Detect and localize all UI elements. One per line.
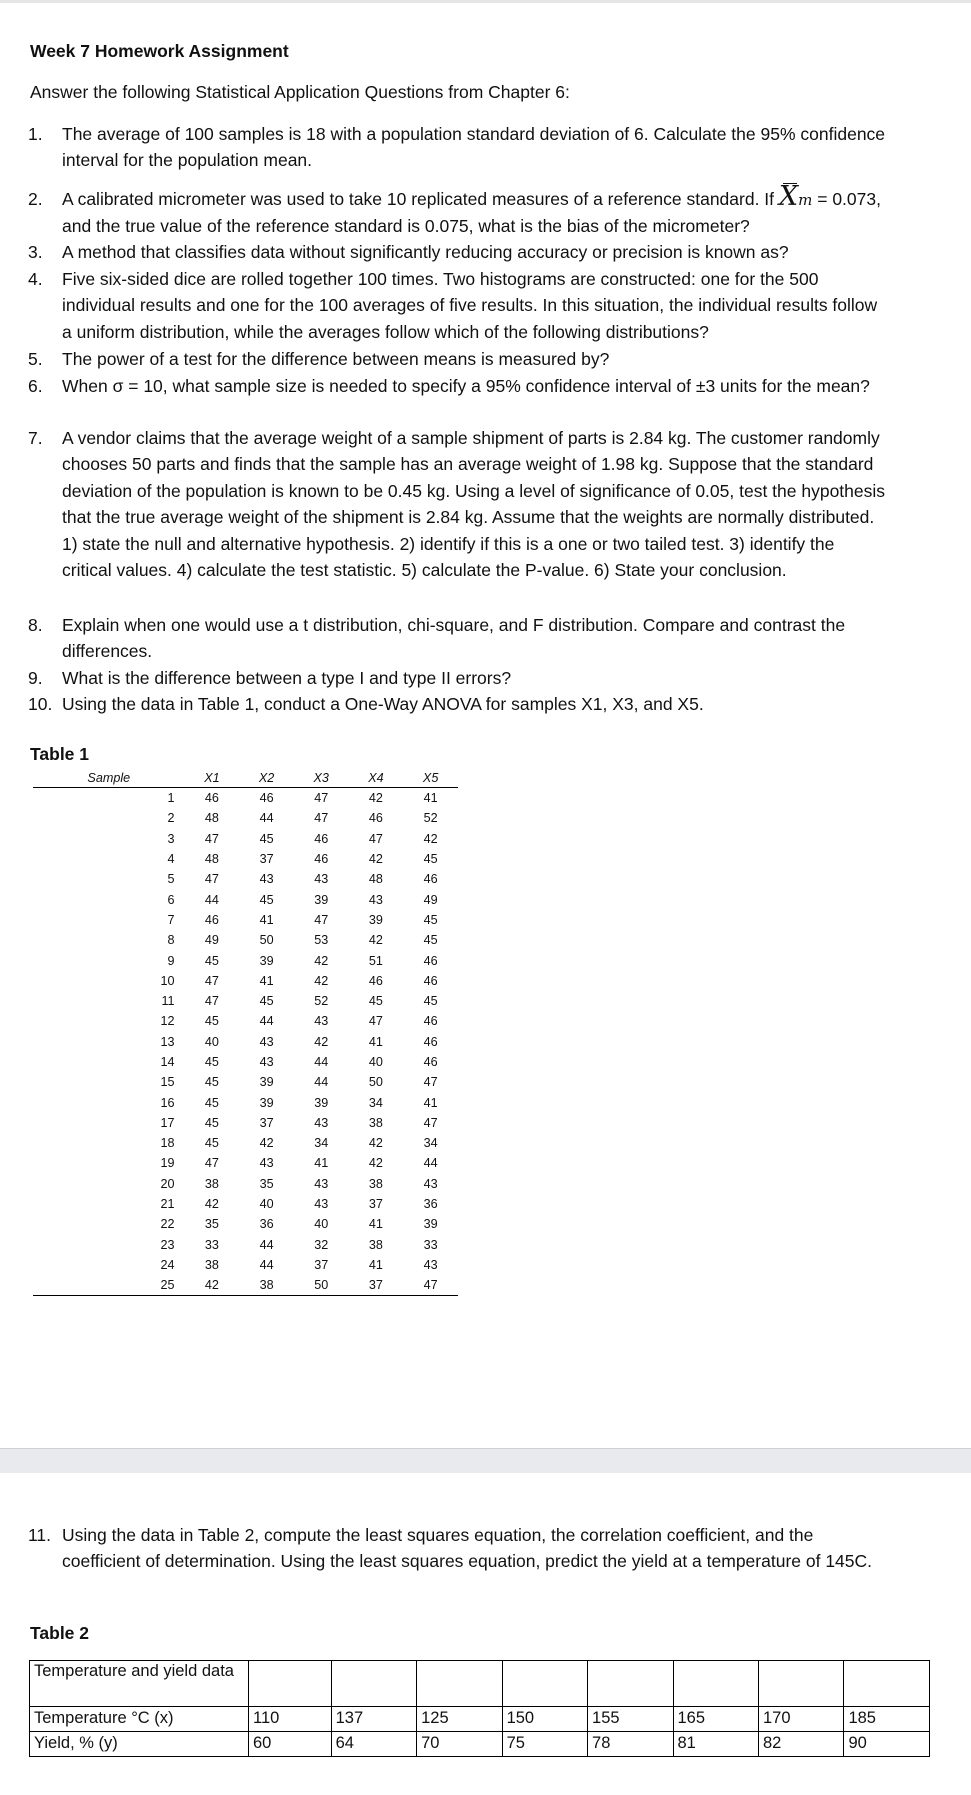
table-cell: 34 <box>314 1136 329 1151</box>
table-cell: 47 <box>423 1075 438 1090</box>
table-cell: 45 <box>423 933 438 948</box>
table-cell: 46 <box>368 973 383 988</box>
question-number: 4. <box>28 269 43 289</box>
table-row <box>33 1275 458 1296</box>
table-row <box>33 829 458 849</box>
table-row <box>33 971 458 991</box>
table-cell: 42 <box>368 852 383 867</box>
yield-cell: 90 <box>844 1732 930 1757</box>
table-cell: 33 <box>423 1237 438 1252</box>
table-cell: 45 <box>368 994 383 1009</box>
temperature-cell: 110 <box>249 1707 332 1732</box>
question-text: A vendor claims that the average weight of a sample shipment of parts is 2.84 kg. The customer randomly chooses 50 parts and finds that the sample has an average weight of 1.98 kg. Suppose that the standard deviation of the population is known to be 0.45 kg. Using a level of significance of 0.05, test the hypothesis that the true average weight of the shipment is 2.84 kg. Assume that the weights are normally distributed. 1) state the null and alternative hypothesis. 2) identify if this is a one or two tailed test. 3) identify the critical values. 4) calculate the test statistic. 5) calculate the P-value. 6) State your conclusion. <box>62 428 886 581</box>
table-cell: 45 <box>259 892 274 907</box>
question-number: 7. <box>28 428 43 448</box>
table-cell: 46 <box>204 912 219 927</box>
temperature-cell: 185 <box>844 1707 930 1732</box>
table-cell: 43 <box>314 1197 329 1212</box>
question-text: What is the difference between a type I and type II errors? <box>62 668 512 688</box>
table-cell: 39 <box>259 953 274 968</box>
table-row <box>33 788 458 809</box>
empty-cell <box>502 1661 587 1707</box>
table-cell: 50 <box>294 1275 349 1296</box>
table-row <box>33 1174 458 1194</box>
yield-cell: 64 <box>331 1732 416 1757</box>
table-cell: 20 <box>160 1176 175 1191</box>
question-11 <box>28 1522 888 1575</box>
table-cell: 44 <box>259 1257 274 1272</box>
question-number: 11. <box>28 1525 52 1545</box>
table-cell: 38 <box>368 1176 383 1191</box>
table-cell: 8 <box>167 933 175 948</box>
table-row <box>33 869 458 889</box>
table-cell: 47 <box>204 872 219 887</box>
empty-cell <box>588 1661 673 1707</box>
table-cell: 48 <box>368 872 383 887</box>
table-cell: 43 <box>259 872 274 887</box>
table-cell: 2 <box>167 811 175 826</box>
table-cell: 44 <box>314 1075 329 1090</box>
table-cell: 51 <box>368 953 383 968</box>
table-row <box>33 1133 458 1153</box>
question-9 <box>28 665 888 691</box>
table-cell: 5 <box>167 872 175 887</box>
row-label: Temperature °C (x) <box>30 1707 249 1732</box>
table-cell: 24 <box>160 1257 175 1272</box>
table-cell: 14 <box>160 1055 175 1069</box>
table-cell: 41 <box>259 973 274 988</box>
table-cell: 38 <box>204 1257 219 1272</box>
table-cell: 44 <box>204 892 219 907</box>
column-header: Sample <box>33 769 185 788</box>
empty-cell <box>673 1661 758 1707</box>
table-cell: 46 <box>314 852 329 867</box>
table-cell: 47 <box>204 994 219 1009</box>
question-text: Using the data in Table 2, compute the least squares equation, the correlation coefficient, and the coefficient of determination. Using the least squares equation, predict the yield at a temperature of 145C. <box>62 1525 873 1572</box>
temperature-cell: 150 <box>502 1707 587 1732</box>
table-cell: 42 <box>314 1034 329 1049</box>
question-7 <box>28 425 888 583</box>
table-cell: 42 <box>314 953 329 968</box>
question-text: When σ = 10, what sample size is needed to specify a 95% confidence interval of ±3 units for the mean? <box>62 376 870 396</box>
table-row <box>33 808 458 828</box>
table-cell: 45 <box>204 1095 219 1110</box>
question-4 <box>28 266 888 345</box>
table-cell: 13 <box>160 1034 175 1049</box>
table-cell: 25 <box>33 1275 185 1296</box>
table-cell: 44 <box>259 1014 274 1029</box>
table-cell: 32 <box>314 1237 329 1252</box>
table-cell: 49 <box>204 933 219 948</box>
table-row <box>33 1072 458 1092</box>
table-cell: 23 <box>160 1237 175 1252</box>
yield-cell: 70 <box>417 1732 502 1757</box>
table-cell: 41 <box>259 912 274 927</box>
question-text: Five six-sided dice are rolled together 100 times. Two histograms are constructed: one for the 500 individual results and one for the 100 averages of five results. In this situation, the individual results follow a uniform distribution, while the averages follow which of the following distributions? <box>62 269 878 342</box>
table-cell: 19 <box>160 1156 175 1171</box>
table-cell: 47 <box>403 1275 458 1296</box>
table-cell: 42 <box>259 1136 274 1151</box>
temperature-cell: 125 <box>417 1707 502 1732</box>
table-cell: 42 <box>423 831 438 846</box>
table-cell: 45 <box>423 912 438 927</box>
table-cell: 37 <box>349 1275 404 1296</box>
table-cell: 42 <box>368 1156 383 1171</box>
table-cell: 46 <box>314 831 329 846</box>
table-cell: 45 <box>204 1136 219 1151</box>
table-cell: 44 <box>259 1237 274 1252</box>
table-row <box>30 1707 930 1732</box>
question-number: 9. <box>28 668 43 688</box>
table-cell: 41 <box>368 1257 383 1272</box>
question-8 <box>28 612 888 665</box>
subscript-m: m <box>798 191 813 209</box>
table-cell: 36 <box>259 1217 274 1232</box>
table-cell: 38 <box>239 1275 294 1296</box>
table-cell: 44 <box>259 811 274 826</box>
column-header: X5 <box>403 769 458 788</box>
table-cell: 6 <box>167 892 175 907</box>
table-cell: 4 <box>167 852 175 867</box>
table-cell: 42 <box>368 1136 383 1151</box>
table-cell: 39 <box>368 912 383 927</box>
table-row <box>30 1661 930 1707</box>
table-cell: 40 <box>259 1197 274 1212</box>
table-cell: 52 <box>423 811 438 826</box>
table-cell: 18 <box>160 1136 175 1151</box>
yield-cell: 82 <box>758 1732 843 1757</box>
table-cell: 21 <box>160 1197 175 1212</box>
temperature-cell: 165 <box>673 1707 758 1732</box>
question-1 <box>28 121 888 174</box>
table-cell: 52 <box>314 994 329 1009</box>
table-cell: 46 <box>204 791 219 806</box>
table-cell: 33 <box>204 1237 219 1252</box>
table-1-label: Table 1 <box>30 744 90 764</box>
table-cell: 34 <box>368 1095 383 1110</box>
row-label: Yield, % (y) <box>30 1732 249 1757</box>
table-cell: 37 <box>259 1115 274 1130</box>
table-cell: 34 <box>423 1136 438 1151</box>
table-cell: 39 <box>259 1095 274 1110</box>
empty-cell <box>844 1661 930 1707</box>
table-cell: 50 <box>259 933 274 948</box>
table-cell: 37 <box>259 852 274 867</box>
question-number: 1. <box>28 124 43 144</box>
table-cell: 47 <box>368 1014 383 1029</box>
table-cell: 50 <box>368 1075 383 1090</box>
question-2 <box>28 181 888 240</box>
table-row <box>33 1092 458 1112</box>
table-cell: 46 <box>423 953 438 968</box>
temperature-cell: 170 <box>758 1707 843 1732</box>
question-number: 6. <box>28 376 43 396</box>
empty-cell <box>249 1661 332 1707</box>
table-cell: 41 <box>423 1095 438 1110</box>
table-row <box>33 1153 458 1173</box>
table-cell: 45 <box>204 1115 219 1130</box>
table-row <box>33 1011 458 1031</box>
table-cell: 47 <box>423 1115 438 1130</box>
question-number: 10. <box>28 694 53 714</box>
table-cell: 46 <box>423 1034 438 1049</box>
question-text: The average of 100 samples is 18 with a population standard deviation of 6. Calculate the 95% confidence interval for the population mean. <box>62 124 886 171</box>
table-2-label: Table 2 <box>30 1623 90 1643</box>
question-text: The power of a test for the difference between means is measured by? <box>62 349 610 369</box>
table-cell: 43 <box>368 892 383 907</box>
table-cell: 43 <box>314 1014 329 1029</box>
table-cell: 45 <box>204 1075 219 1090</box>
table-cell: 49 <box>423 892 438 907</box>
question-number: 5. <box>28 349 43 369</box>
column-header: X4 <box>349 769 404 788</box>
table-cell: 44 <box>423 1156 438 1171</box>
table-row <box>30 1732 930 1757</box>
table-cell: 1 <box>167 791 175 806</box>
table-cell: 53 <box>314 933 329 948</box>
question-10 <box>28 691 888 717</box>
question-5 <box>28 346 888 372</box>
table-cell: 41 <box>423 791 438 806</box>
temperature-cell: 155 <box>588 1707 673 1732</box>
question-6 <box>28 373 888 399</box>
table-cell: 15 <box>160 1075 175 1090</box>
table-cell: 43 <box>314 1176 329 1191</box>
table-cell: 40 <box>314 1217 329 1232</box>
table-header-cell: Temperature and yield data <box>30 1661 249 1707</box>
table-row <box>33 889 458 909</box>
page-separator <box>0 1448 971 1474</box>
table-row <box>33 1255 458 1275</box>
question-number: 3. <box>28 242 43 262</box>
table-cell: 48 <box>204 852 219 867</box>
table-cell: 44 <box>314 1055 329 1069</box>
table-cell: 47 <box>314 811 329 826</box>
table-cell: 37 <box>314 1257 329 1272</box>
table-cell: 47 <box>204 973 219 988</box>
yield-cell: 75 <box>502 1732 587 1757</box>
table-row <box>33 1113 458 1133</box>
table-cell: 43 <box>314 1115 329 1130</box>
table-cell: 16 <box>160 1095 175 1110</box>
table-cell: 43 <box>259 1055 274 1069</box>
question-number: 8. <box>28 615 43 635</box>
table-cell: 39 <box>423 1217 438 1232</box>
table-row <box>33 849 458 869</box>
table-row <box>33 930 458 950</box>
table-cell: 46 <box>259 791 274 806</box>
table-row <box>33 950 458 970</box>
table-row <box>33 910 458 930</box>
table-row <box>33 991 458 1011</box>
yield-cell: 60 <box>249 1732 332 1757</box>
table-cell: 3 <box>167 831 175 846</box>
table-cell: 39 <box>314 892 329 907</box>
table-cell: 46 <box>423 1055 438 1069</box>
table-cell: 42 <box>368 933 383 948</box>
table-row <box>33 1052 458 1072</box>
table-cell: 45 <box>204 953 219 968</box>
table-cell: 22 <box>160 1217 175 1232</box>
table-cell: 47 <box>368 831 383 846</box>
table-cell: 46 <box>423 1014 438 1029</box>
table-cell: 45 <box>423 994 438 1009</box>
table-cell: 41 <box>368 1217 383 1232</box>
empty-cell <box>331 1661 416 1707</box>
yield-cell: 81 <box>673 1732 758 1757</box>
empty-cell <box>758 1661 843 1707</box>
x-bar-symbol: X <box>778 181 799 212</box>
table-cell: 36 <box>423 1197 438 1212</box>
table-cell: 38 <box>368 1237 383 1252</box>
table-cell: 11 <box>161 994 175 1009</box>
column-header: X3 <box>294 769 349 788</box>
table-cell: 35 <box>259 1176 274 1191</box>
table-cell: 43 <box>423 1257 438 1272</box>
table-cell: 42 <box>368 791 383 806</box>
table-cell: 47 <box>314 791 329 806</box>
table-cell: 38 <box>204 1176 219 1191</box>
table-cell: 45 <box>204 1055 219 1069</box>
table-cell: 45 <box>423 852 438 867</box>
table-cell: 45 <box>259 831 274 846</box>
table-cell: 45 <box>204 1014 219 1029</box>
table-cell: 40 <box>368 1055 383 1069</box>
table-cell: 37 <box>368 1197 383 1212</box>
column-header: X1 <box>185 769 240 788</box>
table-cell: 42 <box>204 1197 219 1212</box>
question-text: Using the data in Table 1, conduct a One-Way ANOVA for samples X1, X3, and X5. <box>62 694 704 714</box>
table-row <box>33 1235 458 1255</box>
column-header: X2 <box>239 769 294 788</box>
table-cell: 43 <box>259 1034 274 1049</box>
table-cell: 40 <box>204 1034 219 1049</box>
table-cell: 10 <box>160 973 175 988</box>
table-cell: 47 <box>204 831 219 846</box>
empty-cell <box>417 1661 502 1707</box>
table-cell: 43 <box>423 1176 438 1191</box>
table-cell: 47 <box>314 912 329 927</box>
table-cell: 46 <box>423 973 438 988</box>
table-cell: 7 <box>167 912 175 927</box>
question-text: A calibrated micrometer was used to take 10 replicated measures of a reference standard. If Xm = 0.073, and the true value of the reference standard is 0.075, what is the bias of the micrometer? <box>62 181 881 237</box>
temperature-cell: 137 <box>331 1707 416 1732</box>
table-cell: 41 <box>368 1034 383 1049</box>
table-2 <box>29 1660 930 1757</box>
table-cell: 45 <box>259 994 274 1009</box>
table-cell: 42 <box>314 973 329 988</box>
table-cell: 41 <box>314 1156 329 1171</box>
table-row <box>33 1194 458 1214</box>
table-header-row <box>33 769 458 788</box>
table-cell: 39 <box>314 1095 329 1110</box>
question-3 <box>28 239 888 265</box>
table-row <box>33 1032 458 1052</box>
table-cell: 43 <box>314 872 329 887</box>
table-cell: 42 <box>185 1275 240 1296</box>
table-cell: 46 <box>368 811 383 826</box>
question-number: 2. <box>28 189 43 209</box>
table-cell: 17 <box>160 1115 175 1130</box>
question-text: A method that classifies data without significantly reducing accuracy or precision is known as? <box>62 242 789 262</box>
table-row <box>33 1214 458 1234</box>
page-title: Week 7 Homework Assignment <box>30 41 289 61</box>
table-cell: 47 <box>204 1156 219 1171</box>
question-text: Explain when one would use a t distribution, chi-square, and F distribution. Compare and contrast the differences. <box>62 615 846 662</box>
table-cell: 38 <box>368 1115 383 1130</box>
table-cell: 43 <box>259 1156 274 1171</box>
intro-text: Answer the following Statistical Application Questions from Chapter 6: <box>30 82 570 102</box>
table-cell: 39 <box>259 1075 274 1090</box>
table-cell: 48 <box>204 811 219 826</box>
table-cell: 46 <box>423 872 438 887</box>
table-cell: 12 <box>160 1014 175 1029</box>
yield-cell: 78 <box>588 1732 673 1757</box>
table-1 <box>33 769 458 1296</box>
table-cell: 9 <box>167 953 175 968</box>
table-cell: 35 <box>204 1217 219 1232</box>
